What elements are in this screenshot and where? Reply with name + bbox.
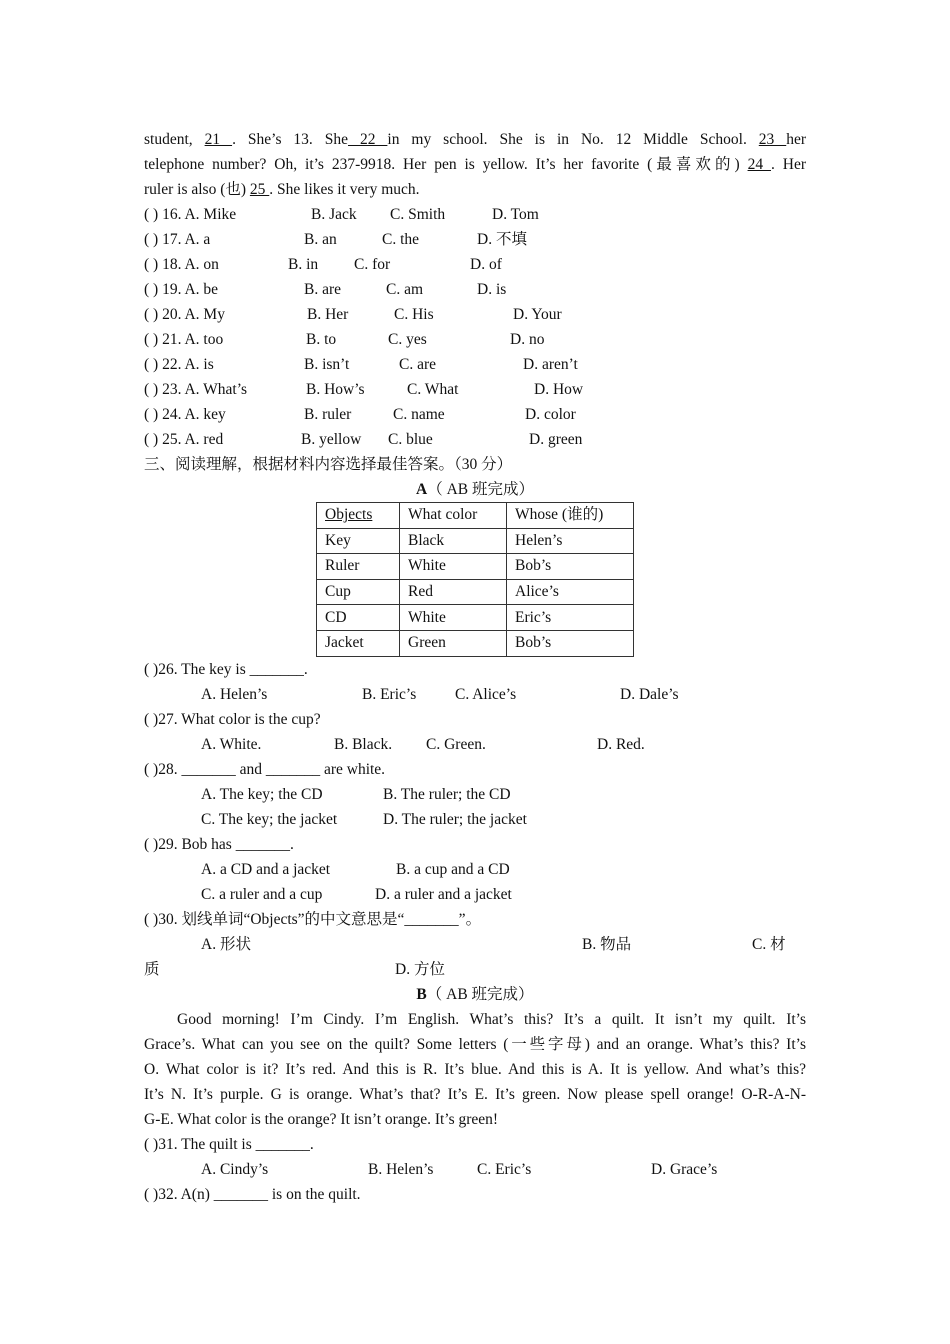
question-29-options-2: C. a ruler and a cup D. a ruler and a jacket: [201, 885, 512, 903]
passage-b-line-2: Grace’s. What can you see on the quilt? Some letters (一些字母) and an orange. What’s this? It’s: [144, 1035, 806, 1053]
part-a-heading: A（ AB 班完成）: [416, 481, 534, 498]
passage-b-line-4: It’s N. It’s purple. G is orange. What’s that? It’s E. It’s green. Now please spell orange! O-R-A-N-: [144, 1085, 806, 1103]
question-31: ( )31. The quilt is _______.: [144, 1135, 314, 1153]
passage-b-line-3: O. What color is it? It’s red. And this is R. It’s blue. And this is A. It is yellow. And what’s this?: [144, 1060, 806, 1078]
question-28: ( )28. _______ and _______ are white.: [144, 760, 386, 778]
question-19: ( ) 19. A. be B. are C. am D. is: [144, 281, 507, 298]
table-row: Jacket Green Bob’s: [317, 630, 634, 656]
question-26-options: A. Helen’s B. Eric’s C. Alice’s D. Dale’s: [201, 685, 679, 703]
question-18: ( ) 18. A. on B. in C. for D. of: [144, 256, 502, 273]
table-row: Cup Red Alice’s: [317, 579, 634, 605]
table-header-objects: Objects: [317, 503, 400, 529]
question-26: ( )26. The key is _______.: [144, 660, 308, 678]
table-header-whose: Whose (谁的): [507, 503, 634, 529]
table-row: Ruler White Bob’s: [317, 554, 634, 580]
question-32: ( )32. A(n) _______ is on the quilt.: [144, 1185, 361, 1203]
question-25: ( ) 25. A. red B. yellow C. blue D. green: [144, 431, 583, 448]
passage-line-2: telephone number? Oh, it’s 237-9918. Her pen is yellow. It’s her favorite (最喜欢的) 24 . Her: [144, 156, 806, 173]
question-31-options: A. Cindy’s B. Helen’s C. Eric’s D. Grace’s: [201, 1160, 718, 1178]
table-row: CD White Eric’s: [317, 605, 634, 631]
blank-25: 25: [249, 181, 270, 198]
passage-b-line-5: G-E. What color is the orange? It isn’t orange. It’s green!: [144, 1110, 499, 1128]
table-header-row: [317, 503, 634, 529]
question-28-options-1: A. The key; the CD B. The ruler; the CD: [201, 785, 511, 803]
question-28-options-2: C. The key; the jacket D. The ruler; the jacket: [201, 810, 527, 828]
part-b-heading: B（ AB 班完成）: [416, 985, 534, 1003]
worksheet-page: [144, 127, 806, 1207]
question-20: ( ) 20. A. My B. Her C. His D. Your: [144, 306, 562, 323]
question-23: ( ) 23. A. What’s B. How’s C. What D. How: [144, 381, 584, 398]
blank-22: 22: [348, 131, 388, 148]
question-22: ( ) 22. A. is B. isn’t C. are D. aren’t: [144, 356, 578, 373]
question-27: ( )27. What color is the cup?: [144, 710, 321, 728]
question-30-options-1: A. 形状 B. 物品 C. 材: [201, 935, 786, 953]
blank-21: 21: [204, 131, 233, 148]
question-24: ( ) 24. A. key B. ruler C. name D. color: [144, 406, 576, 423]
passage-line-1: student, 21 . She’s 13. She 22 in my school. She is in No. 12 Middle School. 23 her: [144, 131, 807, 148]
passage-b-line-1: Good morning! I’m Cindy. I’m English. What’s this? It’s a quilt. It isn’t my quilt. It’s: [177, 1010, 806, 1028]
question-30: ( )30. 划线单词“Objects”的中文意思是“_______”。: [144, 910, 482, 928]
table-row: Key Black Helen’s: [317, 528, 634, 554]
question-29: ( )29. Bob has _______.: [144, 835, 294, 853]
question-30-options-2: 质 D. 方位: [144, 960, 445, 978]
question-27-options: A. White. B. Black. C. Green. D. Red.: [201, 735, 645, 753]
question-21: ( ) 21. A. too B. to C. yes D. no: [144, 331, 545, 348]
blank-24: 24: [747, 156, 771, 173]
passage-line-3: ruler is also (也) 25 . She likes it very much.: [144, 181, 420, 198]
objects-table: [316, 502, 634, 657]
question-16: ( ) 16. A. Mike B. Jack C. Smith D. Tom: [144, 206, 539, 223]
question-29-options-1: A. a CD and a jacket B. a cup and a CD: [201, 860, 510, 878]
table-header-color: What color: [400, 503, 507, 529]
section-3-title: 三、阅读理解，根据材料内容选择最佳答案。（30 分）: [144, 456, 513, 473]
blank-23: 23: [758, 131, 787, 148]
question-17: ( ) 17. A. a B. an C. the D. 不填: [144, 231, 527, 248]
